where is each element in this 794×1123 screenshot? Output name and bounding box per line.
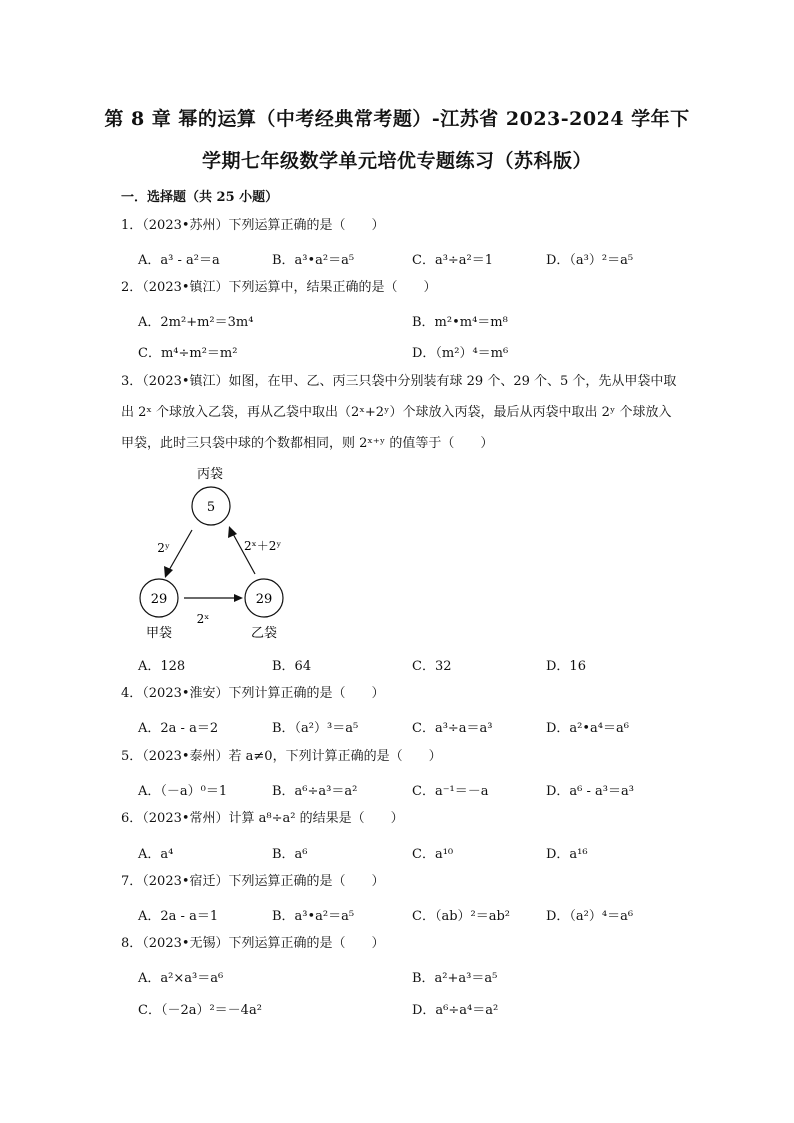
question-4-option-a: A．2a - a＝2 (138, 721, 219, 736)
question-4-stem: 4．（2023•淮安）下列计算正确的是（ ） (121, 686, 385, 701)
bag-c-count: 5 (206, 500, 216, 515)
arrow-b-to-c-head (228, 526, 237, 538)
section-heading: 一．选择题（共 25 小题） (121, 190, 279, 205)
question-8-option-b: B．a²+a³＝a⁵ (412, 971, 498, 986)
bag-a-count: 29 (150, 592, 168, 607)
bags-diagram (130, 460, 310, 650)
question-6-stem: 6．（2023•常州）计算 a⁸÷a² 的结果是（ ） (121, 811, 404, 826)
question-1-option-b: B．a³•a²＝a⁵ (272, 253, 355, 268)
arrow-a-to-b-label: 2ˣ (196, 612, 210, 626)
question-7-option-a: A．2a - a＝1 (138, 909, 219, 924)
question-2-option-b: B．m²•m⁴＝m⁸ (412, 315, 508, 330)
question-1-option-c: C．a³÷a²＝1 (412, 253, 494, 268)
question-6-option-d: D．a¹⁶ (546, 847, 588, 862)
arrow-c-to-a-head (164, 566, 173, 578)
question-7-option-c: C．（ab）²＝ab² (412, 909, 511, 924)
question-2-option-d: D．（m²）⁴＝m⁶ (412, 346, 509, 361)
question-2-stem: 2．（2023•镇江）下列运算中，结果正确的是（ ） (121, 280, 437, 295)
bag-b-count: 29 (255, 592, 273, 607)
document-title-line-1: 第 8 章 幂的运算（中考经典常考题）-江苏省 2023-2024 学年下 (104, 108, 690, 130)
question-7-option-b: B．a³•a²＝a⁵ (272, 909, 355, 924)
question-4-option-c: C．a³÷a＝a³ (412, 721, 493, 736)
question-5-stem: 5．（2023•泰州）若 a≠0，下列计算正确的是（ ） (121, 749, 442, 764)
question-2-option-c: C．m⁴÷m²＝m² (138, 346, 238, 361)
arrow-a-to-b-head (234, 594, 243, 602)
arrow-c-to-a (168, 530, 192, 572)
question-2-option-a: A．2m²+m²＝3m⁴ (138, 315, 254, 330)
question-5-option-c: C．a⁻¹＝－a (412, 784, 489, 799)
question-8-option-c: C．（－2a）²＝－4a² (138, 1003, 262, 1018)
question-5-option-a: A．（－a）⁰＝1 (138, 784, 228, 799)
question-1-option-a: A．a³ - a²＝a (138, 253, 220, 268)
question-3-option-a: A．128 (138, 659, 186, 674)
bag-b-label: 乙袋 (250, 626, 278, 641)
question-3-option-c: C．32 (412, 659, 452, 674)
question-6-option-c: C．a¹⁰ (412, 847, 454, 862)
question-1-option-d: D．（a³）²＝a⁵ (546, 253, 634, 268)
question-7-stem: 7．（2023•宿迁）下列运算正确的是（ ） (121, 874, 385, 889)
question-8-stem: 8．（2023•无锡）下列运算正确的是（ ） (121, 936, 385, 951)
arrow-b-to-c-label: 2ˣ＋2ʸ (244, 539, 282, 553)
question-5-option-d: D．a⁶ - a³＝a³ (546, 784, 634, 799)
question-6-option-b: B．a⁶ (272, 847, 308, 862)
question-3-stem: 3．（2023•镇江）如图，在甲、乙、丙三只袋中分别装有球 29 个、29 个、5 个，先从甲袋中取出 2ˣ 个球放入乙袋，再从乙袋中取出（2ˣ+2ʸ）个球放入丙袋，最后从丙袋中取出 2ʸ 个球放入甲袋，此时三只袋中球的个数都相同，则 2ˣ⁺ʸ 的值等于（ ） (121, 374, 677, 451)
question-7-option-d: D．（a²）⁴＝a⁶ (546, 909, 634, 924)
question-5-option-b: B．a⁶÷a³＝a² (272, 784, 358, 799)
question-1-stem: 1．（2023•苏州）下列运算正确的是（ ） (121, 218, 385, 233)
question-3-option-d: D．16 (546, 659, 586, 674)
question-4-option-b: B．（a²）³＝a⁵ (272, 721, 359, 736)
question-8-option-d: D．a⁶÷a⁴＝a² (412, 1003, 499, 1018)
bag-a-label: 甲袋 (145, 626, 173, 641)
bag-c-label: 丙袋 (196, 467, 224, 482)
question-6-option-a: A．a⁴ (138, 847, 174, 862)
arrow-c-to-a-label: 2ʸ (157, 541, 170, 555)
question-3-option-b: B．64 (272, 659, 312, 674)
question-8-option-a: A．a²×a³＝a⁶ (138, 971, 224, 986)
question-4-option-d: D．a²•a⁴＝a⁶ (546, 721, 629, 736)
document-title-line-2: 学期七年级数学单元培优专题练习（苏科版） (201, 150, 592, 172)
